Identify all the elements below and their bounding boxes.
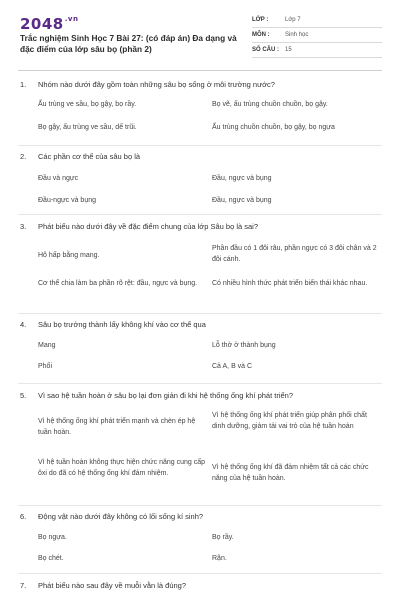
- question-divider: [18, 214, 382, 215]
- answer-option[interactable]: Phổi: [38, 363, 53, 370]
- question-number: 3.: [20, 222, 27, 231]
- logo-text: 2048: [20, 15, 64, 33]
- answer-option[interactable]: Ấu trùng chuồn chuồn, bọ gậy, bọ ngựa: [212, 124, 335, 131]
- answer-option[interactable]: Bọ vẽ, ấu trùng chuồn chuồn, bọ gậy.: [212, 101, 328, 108]
- answer-option[interactable]: Mang: [38, 342, 56, 349]
- meta-row-class: [252, 13, 382, 28]
- question-number: 5.: [20, 391, 27, 400]
- question-text: Vì sao hệ tuần hoàn ở sâu bọ lại đơn giản đi khi hệ thống ống khí phát triển?: [38, 391, 294, 400]
- question-divider: [18, 573, 382, 574]
- question-text: Động vật nào dưới đây không có lối sống kí sinh?: [38, 512, 204, 521]
- meta-value: 15: [285, 47, 292, 53]
- page-title: Trắc nghiệm Sinh Học 7 Bài 27: (có đáp án) Đa dạng và đặc điểm của lớp sâu bọ (phần 2): [20, 33, 237, 54]
- meta-row-count: [252, 43, 382, 58]
- answer-option[interactable]: Vì hệ tuần hoàn không thực hiện chức năng cung cấp ôxi do đã có hệ thống ống khí đảm nhiệm.: [38, 459, 205, 477]
- site-logo[interactable]: [20, 15, 78, 33]
- answer-option[interactable]: Phần đầu có 1 đôi râu, phần ngực có 3 đôi chân và 2 đôi cánh.: [212, 245, 377, 263]
- page-header: [0, 0, 400, 70]
- header-divider: [18, 70, 382, 71]
- question-number: 4.: [20, 320, 27, 329]
- question-text: Sâu bọ trưởng thành lấy không khí vào cơ thể qua: [38, 320, 206, 329]
- logo-suffix: .vn: [64, 15, 79, 23]
- answer-option[interactable]: Bọ rầy.: [212, 534, 234, 541]
- answer-option[interactable]: Bọ ngựa.: [38, 534, 67, 541]
- answer-option[interactable]: Vì hệ thống ống khí phát triển giúp phân phối chất dinh dưỡng, giảm tải vai trò của hệ tuần hoàn: [212, 412, 367, 430]
- answer-option[interactable]: Có nhiều hình thức phát triển biến thái khác nhau.: [212, 280, 368, 287]
- question-number: 2.: [20, 152, 27, 161]
- meta-value: Sinh học: [285, 32, 309, 38]
- question-text: Phát biểu nào sau đây về muỗi vằn là đúng?: [38, 581, 187, 590]
- meta-label: SỐ CÂU :: [252, 47, 279, 53]
- answer-option[interactable]: Đầu-ngực và bụng: [38, 197, 96, 204]
- answer-option[interactable]: Vì hệ thống ống khí phát triển mạnh và chèn ép hệ tuần hoàn.: [38, 418, 196, 436]
- question-text: Các phần cơ thể của sâu bọ là: [38, 152, 141, 161]
- quiz-meta: [252, 13, 382, 58]
- question-divider: [18, 505, 382, 506]
- answer-option[interactable]: Bọ gậy, ấu trùng ve sầu, dế trũi.: [38, 124, 137, 131]
- question-text: Phát biểu nào dưới đây về đặc điểm chung của lớp Sâu bọ là sai?: [38, 222, 258, 231]
- answer-option[interactable]: Rận.: [212, 555, 227, 562]
- question-number: 7.: [20, 581, 27, 590]
- answer-option[interactable]: Hô hấp bằng mang.: [38, 252, 100, 259]
- question-number: 6.: [20, 512, 27, 521]
- question-divider: [18, 313, 382, 314]
- answer-option[interactable]: Đầu, ngực và bụng: [212, 175, 272, 182]
- answer-option[interactable]: Bọ chét.: [38, 555, 64, 562]
- question-text: Nhóm nào dưới đây gồm toàn những sâu bọ sống ở môi trường nước?: [38, 80, 275, 89]
- question-divider: [18, 145, 382, 146]
- meta-value: Lớp 7: [285, 17, 301, 23]
- question-divider: [18, 383, 382, 384]
- meta-label: MÔN :: [252, 32, 270, 38]
- answer-option[interactable]: Cơ thể chia làm ba phần rõ rệt: đầu, ngực và bụng.: [38, 280, 198, 287]
- answer-option[interactable]: Ấu trùng ve sầu, bọ gậy, bọ rầy.: [38, 101, 137, 108]
- answer-option[interactable]: Đầu và ngực: [38, 175, 79, 182]
- answer-option[interactable]: Cả A, B và C: [212, 363, 253, 370]
- meta-row-subject: [252, 28, 382, 43]
- meta-label: LỚP :: [252, 17, 269, 23]
- question-number: 1.: [20, 80, 27, 89]
- answer-option[interactable]: Đầu, ngực và bụng: [212, 197, 272, 204]
- answer-option[interactable]: Lỗ thở ở thành bụng: [212, 342, 276, 349]
- answer-option[interactable]: Vì hệ thống ống khí đã đảm nhiệm tất cả các chức năng của hệ tuần hoàn.: [212, 464, 369, 482]
